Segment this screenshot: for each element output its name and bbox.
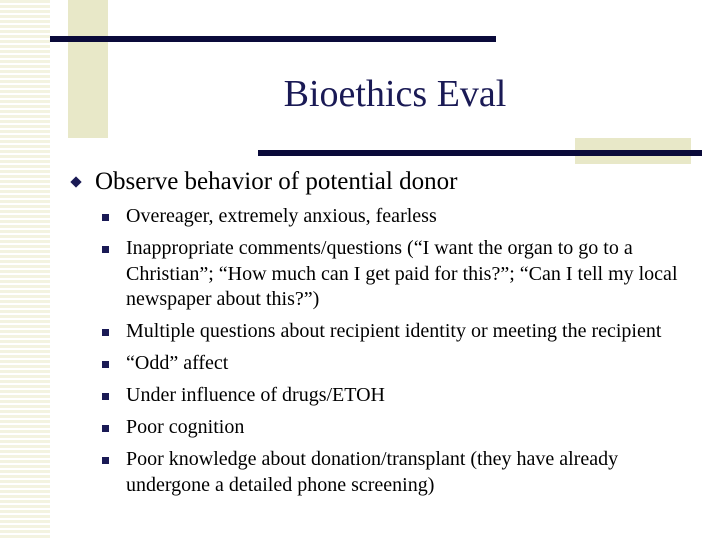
slide-title: Bioethics Eval [283, 73, 507, 115]
square-bullet-icon [102, 361, 109, 368]
list-item-text: Multiple questions about recipient identity or meeting the recipient [126, 320, 662, 342]
square-bullet-icon [102, 457, 109, 464]
list-item-text: Under influence of drugs/ETOH [126, 384, 386, 406]
list-item [100, 319, 690, 345]
list-item-text: Overeager, extremely anxious, fearless [126, 205, 437, 227]
square-bullet-icon [102, 214, 109, 221]
list-item [100, 383, 690, 409]
list-item-text: Poor cognition [126, 416, 245, 438]
list-item-text: Inappropriate comments/questions (“I want the organ to go to a Christian”; “How much can I get paid for this?”; “Can I tell my local newspaper about this?”) [126, 237, 678, 310]
list-item [100, 204, 690, 230]
square-bullet-icon [102, 393, 109, 400]
top-rule [50, 36, 496, 42]
list-item [100, 351, 690, 377]
list-item [100, 415, 690, 441]
list-item [100, 447, 690, 498]
sub-bullet-list [100, 204, 690, 505]
square-bullet-icon [102, 246, 109, 253]
diamond-bullet-icon [70, 176, 81, 187]
square-bullet-icon [102, 329, 109, 336]
list-item-text: “Odd” affect [126, 352, 229, 374]
main-bullet-text: Observe behavior of potential donor [95, 168, 458, 195]
left-stripe-decoration [0, 0, 50, 540]
title-underline-rule [258, 150, 702, 156]
square-bullet-icon [102, 425, 109, 432]
list-item-text: Poor knowledge about donation/transplant (they have already undergone a detailed phone screening) [126, 448, 619, 496]
top-block-decoration [68, 0, 108, 138]
list-item [100, 236, 690, 313]
